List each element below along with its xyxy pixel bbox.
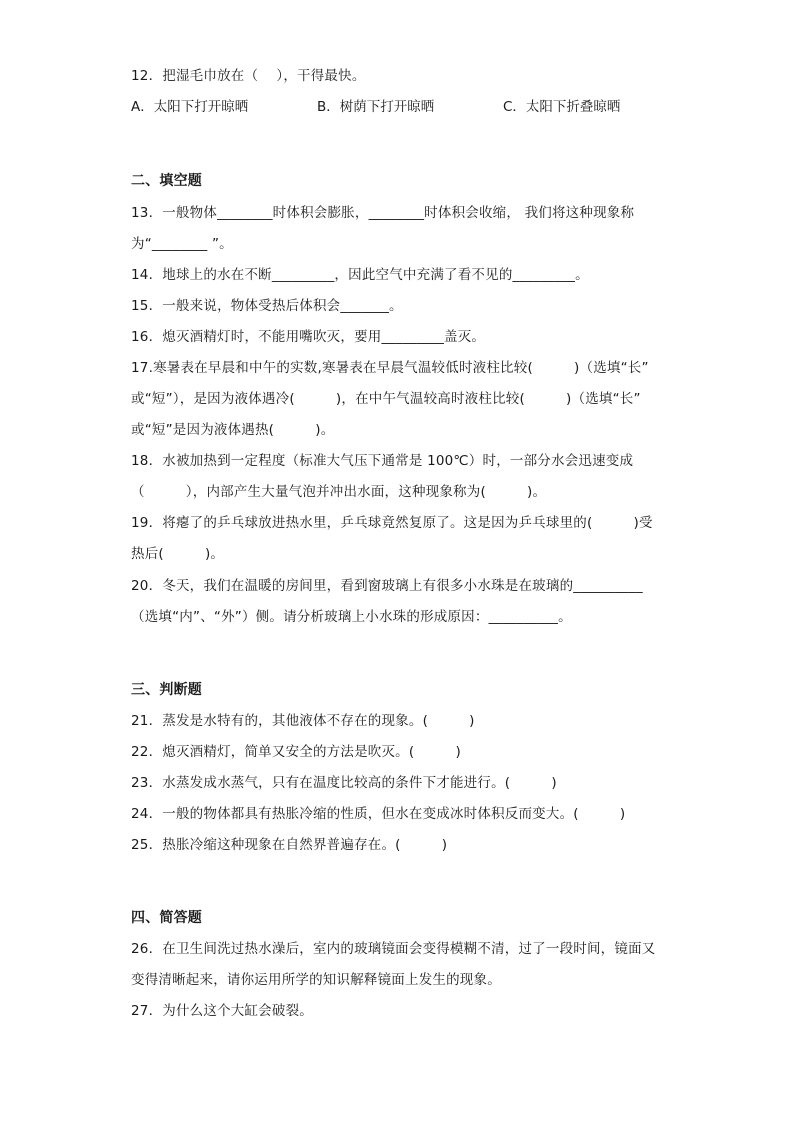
section-heading-short-answer: 四、简答题	[131, 910, 202, 926]
question-line: 为“________ ”。	[131, 236, 233, 252]
question-line: 18．水被加热到一定程度（标准大气压下通常是 100℃）时，一部分水会迅速变成	[131, 453, 634, 469]
question-line: 23．水蒸发成水蒸气，只有在温度比较高的条件下才能进行。( )	[131, 775, 557, 791]
question-line: 19．将瘪了的乒乓球放进热水里，乒乓球竟然复原了。这是因为乒乓球里的( )受	[131, 515, 653, 531]
question-line: 13．一般物体________时体积会膨胀，________时体积会收缩， 我们将这种现象称	[131, 205, 635, 221]
option-b: B．树荫下打开晾晒	[317, 99, 435, 115]
question-line: 24．一般的物体都具有热胀冷缩的性质，但水在变成冰时体积反而变大。( )	[131, 806, 626, 822]
question-line: 14．地球上的水在不断_________，因此空气中充满了看不见的_________。	[131, 267, 589, 283]
question-line: 或“短”是因为液体遇热( )。	[131, 422, 335, 438]
question-line: 20．冬天，我们在温暖的房间里，看到窗玻璃上有很多小水珠是在玻璃的__________	[131, 578, 643, 594]
question-line: 15．一般来说，物体受热后体积会_______。	[131, 298, 403, 314]
question-line: 21．蒸发是水特有的，其他液体不存在的现象。( )	[131, 713, 475, 729]
question-line: 或“短”），是因为液体遇冷( )，在中午气温较高时液柱比较( )（选填“长”	[131, 391, 641, 407]
question-line: 25．热胀冷缩这种现象在自然界普遍存在。( )	[131, 837, 448, 853]
question-line: 22．熄灭酒精灯，简单又安全的方法是吹灭。( )	[131, 744, 461, 760]
question-line: 17.寒暑表在早晨和中午的实数,寒暑表在早晨气温较低时液柱比较( )（选填“长”	[131, 360, 649, 376]
question-line: 热后( )。	[131, 546, 225, 562]
question-line: （ ），内部产生大量气泡并冲出水面，这种现象称为( )。	[131, 484, 547, 500]
option-a: A．太阳下打开晾晒	[131, 99, 249, 115]
question-line: （选填“内”、“外”）侧。请分析玻璃上小水珠的形成原因：__________。	[131, 609, 572, 625]
question-12: 12．把湿毛巾放在（ ），干得最快。	[131, 68, 366, 84]
question-line: 16．熄灭酒精灯时，不能用嘴吹灭，要用_________盖灭。	[131, 329, 486, 345]
section-heading-true-false: 三、判断题	[131, 682, 202, 698]
question-line: 变得清晰起来，请你运用所学的知识解释镜面上发生的现象。	[131, 972, 501, 988]
question-line: 26．在卫生间洗过热水澡后，室内的玻璃镜面会变得模糊不清，过了一段时间，镜面又	[131, 941, 656, 957]
section-heading-fill-blank: 二、填空题	[131, 173, 202, 189]
question-line: 27．为什么这个大缸会破裂。	[131, 1003, 313, 1019]
option-c: C．太阳下折叠晾晒	[503, 99, 621, 115]
